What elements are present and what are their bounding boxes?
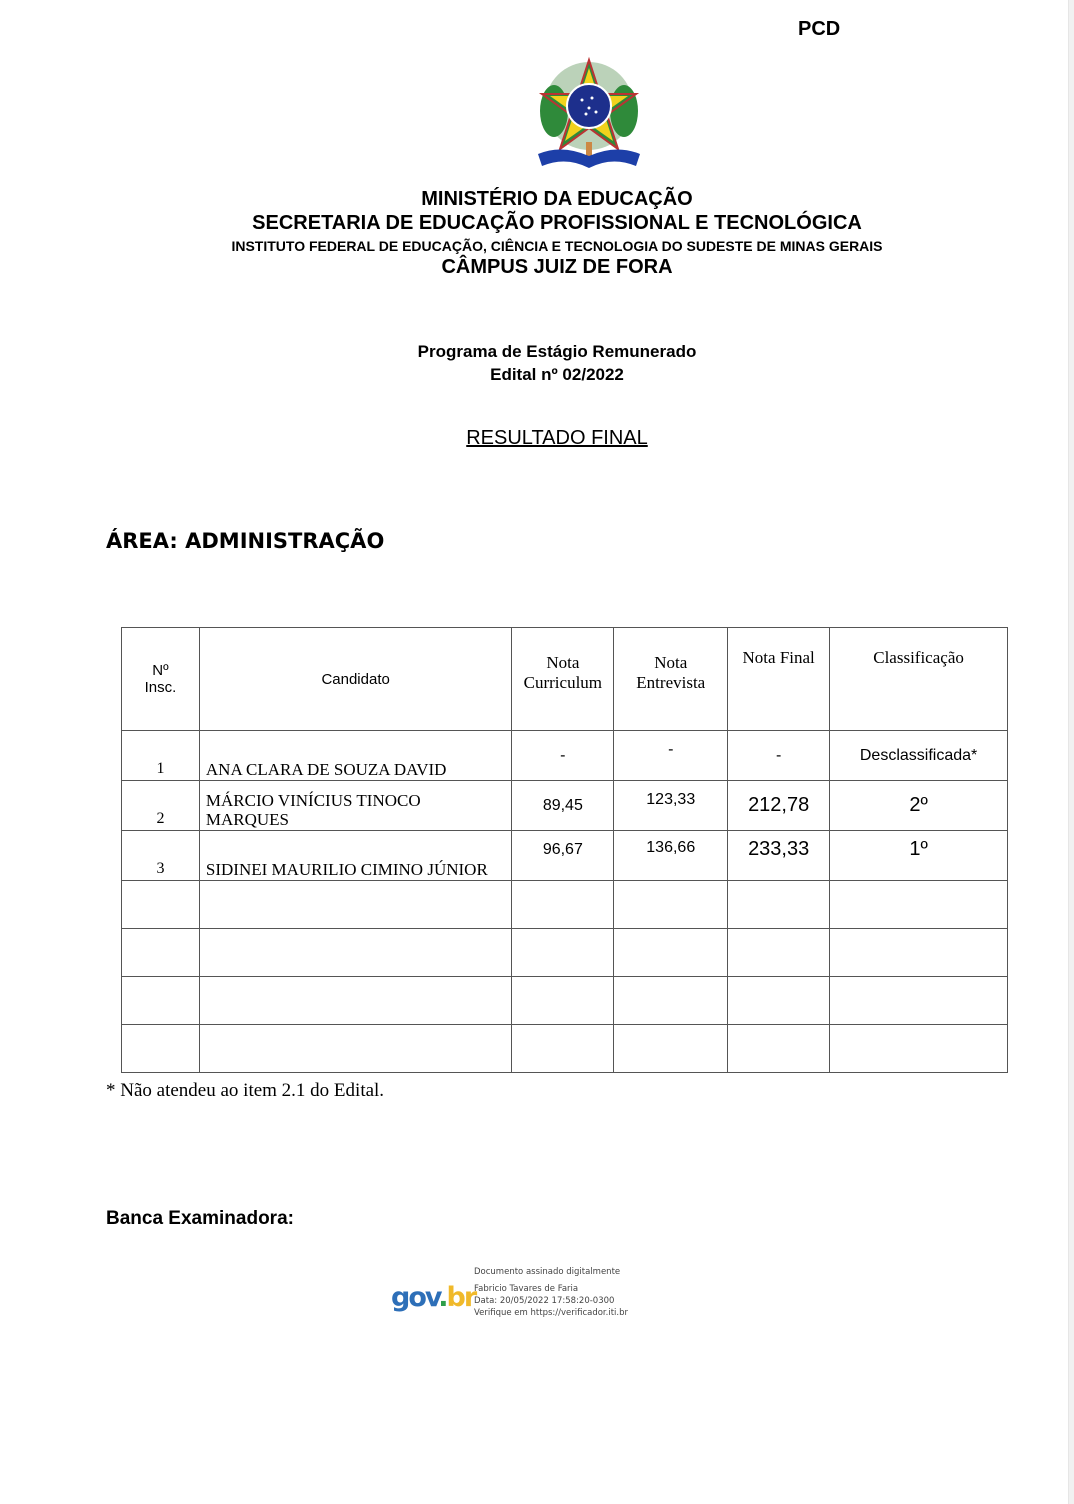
entrevista-score: 123,33 <box>614 781 728 831</box>
footnote: * Não atendeu ao item 2.1 do Edital. <box>106 1080 385 1101</box>
curriculum-score: 89,45 <box>512 781 614 831</box>
verify-link[interactable]: Verifique em https://verificador.iti.br <box>474 1308 629 1318</box>
brazil-coat-of-arms-icon <box>532 56 646 172</box>
final-score: - <box>728 731 830 781</box>
col-header-classificacao: Classificação <box>830 628 1008 731</box>
col-header-candidato: Candidato <box>199 628 511 731</box>
candidate-name: MÁRCIO VINÍCIUS TINOCO MARQUES <box>199 781 511 831</box>
signature-text: Documento assinado digitalmente Fabricio Tavares de Faria Data: 20/05/2022 17:58:20-0300 Verifique em https://verificador.iti.br <box>474 1267 629 1318</box>
empty-row <box>122 881 1008 929</box>
table-header-row <box>122 628 1008 731</box>
insc-cell: 2 <box>122 781 200 831</box>
curriculum-score: 96,67 <box>512 831 614 881</box>
insc-cell: 3 <box>122 831 200 881</box>
final-score: 212,78 <box>728 781 830 831</box>
empty-row <box>122 1025 1008 1073</box>
col-header-final: Nota Final <box>728 628 830 731</box>
table-row <box>122 781 1008 831</box>
entrevista-score: 136,66 <box>614 831 728 881</box>
col-header-entrevista: Nota Entrevista <box>614 628 728 731</box>
candidate-name: SIDINEI MAURILIO CIMINO JÚNIOR <box>199 831 511 881</box>
curriculum-score: - <box>512 731 614 781</box>
empty-row <box>122 977 1008 1025</box>
govbr-logo-icon: gov.br <box>391 1282 476 1313</box>
col-header-insc: Nº Insc. <box>122 628 200 731</box>
area-heading: ÁREA: ADMINISTRAÇÃO <box>106 529 385 553</box>
table-row <box>122 731 1008 781</box>
program-title: Programa de Estágio Remunerado <box>417 342 697 361</box>
edital-number: Edital nº 02/2022 <box>490 365 624 384</box>
classification: Desclassificada* <box>830 731 1008 781</box>
col-header-curriculum: Nota Curriculum <box>512 628 614 731</box>
classification: 1º <box>830 831 1008 881</box>
insc-cell: 1 <box>122 731 200 781</box>
table-row <box>122 831 1008 881</box>
empty-row <box>122 929 1008 977</box>
pcd-label: PCD <box>798 18 841 40</box>
results-table <box>121 627 1008 1073</box>
campus-title: CÂMPUS JUIZ DE FORA <box>441 256 673 278</box>
candidate-name: ANA CLARA DE SOUZA DAVID <box>199 731 511 781</box>
final-score: 233,33 <box>728 831 830 881</box>
classification: 2º <box>830 781 1008 831</box>
banca-heading: Banca Examinadora: <box>106 1208 294 1229</box>
institute-title: INSTITUTO FEDERAL DE EDUCAÇÃO, CIÊNCIA E TECNOLOGIA DO SUDESTE DE MINAS GERAIS <box>231 238 883 254</box>
ministry-title: MINISTÉRIO DA EDUCAÇÃO <box>421 188 693 210</box>
secretariat-title: SECRETARIA DE EDUCAÇÃO PROFISSIONAL E TECNOLÓGICA <box>252 212 862 234</box>
result-title: RESULTADO FINAL <box>466 427 648 449</box>
entrevista-score: - <box>614 731 728 781</box>
